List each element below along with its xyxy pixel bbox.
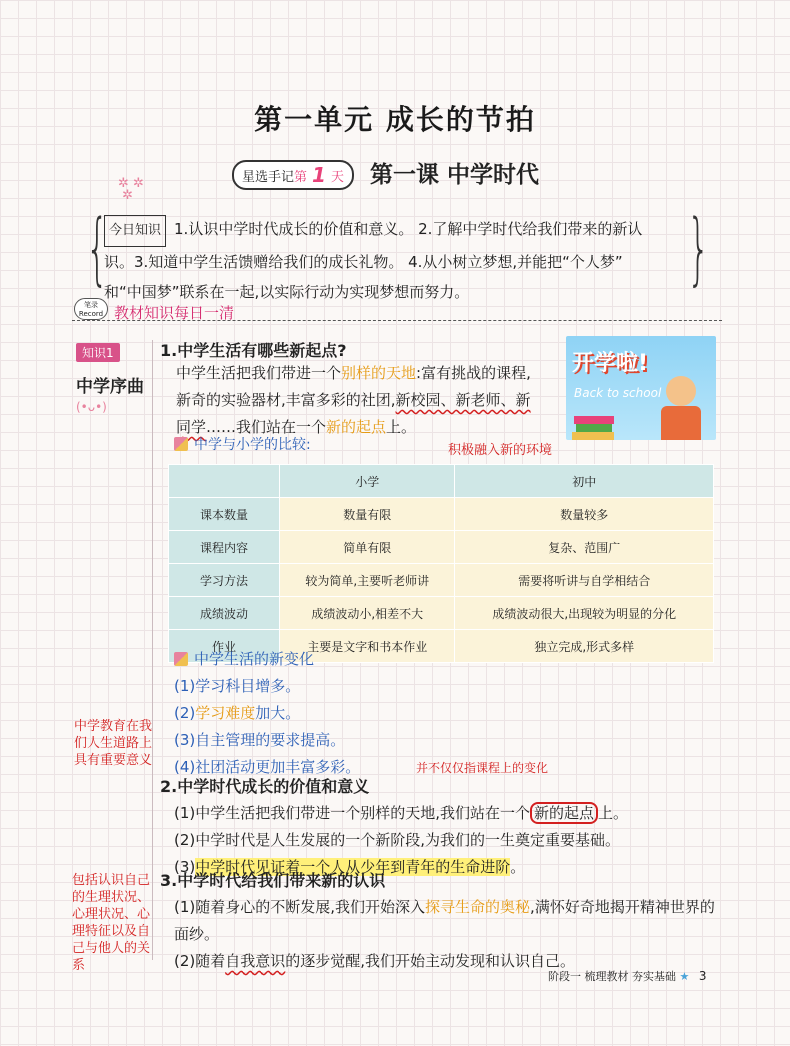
badge-day-suf: 天 bbox=[330, 169, 344, 185]
knowledge-badge: 知识1 bbox=[76, 343, 120, 362]
section-title: 教材知识每日一清 bbox=[114, 304, 235, 322]
badge-day-pre: 第 bbox=[294, 169, 308, 185]
list-item: (4)社团活动更加丰富多彩。 bbox=[174, 758, 361, 776]
day-badge bbox=[232, 160, 354, 190]
knowledge-title: 中学序曲 bbox=[76, 377, 144, 397]
note-change: 并不仅仅指课程上的变化 bbox=[416, 761, 549, 775]
note-environment: 积极融入新的环境 bbox=[448, 443, 553, 458]
left-brace: { bbox=[86, 204, 109, 294]
pencil-icon bbox=[174, 652, 188, 666]
list-item: (3)自主管理的要求提高。 bbox=[174, 731, 346, 749]
q1-heading: 1.中学生活有哪些新起点? bbox=[160, 341, 347, 360]
table-row: 作业 主要是文字和书本作业 独立完成,形式多样 bbox=[169, 630, 714, 663]
record-icon: 笔录 Record bbox=[74, 298, 108, 320]
lesson-title: 第一课 中学时代 bbox=[370, 161, 540, 188]
q3-line: (2)随着自我意识的逐步觉醒,我们开始主动发现和认识自己。 bbox=[174, 952, 576, 970]
margin-line bbox=[152, 340, 153, 960]
page-number: 3 bbox=[698, 969, 707, 983]
goals-box bbox=[86, 204, 710, 307]
right-brace: } bbox=[687, 204, 710, 294]
badge-day-num: 1 bbox=[312, 163, 326, 187]
q3-line: (1)随着身心的不断发展,我们开始深入探寻生命的奥秘,满怀好奇地揭开精神世界的 bbox=[174, 898, 715, 916]
q2-line: (2)中学时代是人生发展的一个新阶段,为我们的一生奠定重要基础。 bbox=[174, 831, 621, 849]
note-importance: 中学教育在我 们人生道路上 具有重要意义 bbox=[74, 719, 153, 768]
stars-decoration: ✲ ✲ ✲ bbox=[118, 176, 144, 203]
pencil-icon bbox=[174, 437, 188, 451]
list-item: (1)学习科目增多。 bbox=[174, 677, 301, 695]
q3-heading: 3.中学时代给我们带来新的认识 bbox=[160, 871, 386, 890]
note-self-awareness: 包括认识自己 的生理状况、 心理状况、心 理特征以及自 己与他人的关 系 bbox=[72, 873, 151, 973]
q1-paragraph: 中学生活把我们带进一个别样的天地:富有挑战的课程, 新奇的实验器材,丰富多彩的社团,新校园、新老师、新 同学……我们站在一个新的起点上。 bbox=[176, 364, 531, 436]
q2-heading: 2.中学时代成长的价值和意义 bbox=[160, 777, 370, 796]
compare-title: 中学与小学的比较: bbox=[174, 434, 311, 454]
q2-section bbox=[160, 774, 720, 881]
badge-prefix: 星选手记 bbox=[242, 169, 295, 185]
list-item: (2)学习难度加大。 bbox=[174, 704, 301, 722]
table-row: 学习方法 较为简单,主要听老师讲 需要将听讲与自学相结合 bbox=[169, 564, 714, 597]
knowledge-deco: (•ᴗ•) bbox=[76, 400, 107, 414]
back-to-school-image: 开学啦! Back to school bbox=[566, 336, 716, 440]
page-footer: 阶段一 梳理教材 夯实基础 ★ 3 bbox=[548, 969, 707, 983]
comparison-table bbox=[168, 464, 714, 663]
table-row: 课本数量 数量有限 数量较多 bbox=[169, 498, 714, 531]
goal-line-3: 和“中国梦”联系在一起,以实际行动为实现梦想而努力。 bbox=[104, 283, 470, 301]
q2-line: (1)中学生活把我们带进一个别样的天地,我们站在一个 新的起点 上。 bbox=[174, 804, 629, 822]
table-row: 成绩波动 成绩波动小,相差不大 成绩波动很大,出现较为明显的分化 bbox=[169, 597, 714, 630]
goal-line-2: 识。3.知道中学生活馈赠给我们的成长礼物。 4.从小树立梦想,并能把“个人梦” bbox=[104, 253, 623, 271]
q2-line: (3)中学时代见证着一个人从少年到青年的生命进阶。 bbox=[174, 858, 526, 876]
table-row: 课程内容 简单有限 复杂、范围广 bbox=[169, 531, 714, 564]
goal-line-1: 今日知识 1.认识中学时代成长的价值和意义。 2.了解中学时代给我们带来的新认 bbox=[90, 214, 700, 247]
q3-line: 面纱。 bbox=[174, 925, 220, 943]
q3-section bbox=[160, 868, 720, 975]
table-header-row: 小学 初中 bbox=[169, 465, 714, 498]
changes-title: 中学生活的新变化 bbox=[174, 646, 474, 673]
unit-title: 第一单元 成长的节拍 bbox=[254, 103, 536, 136]
goals-tag: 今日知识 bbox=[104, 215, 166, 247]
